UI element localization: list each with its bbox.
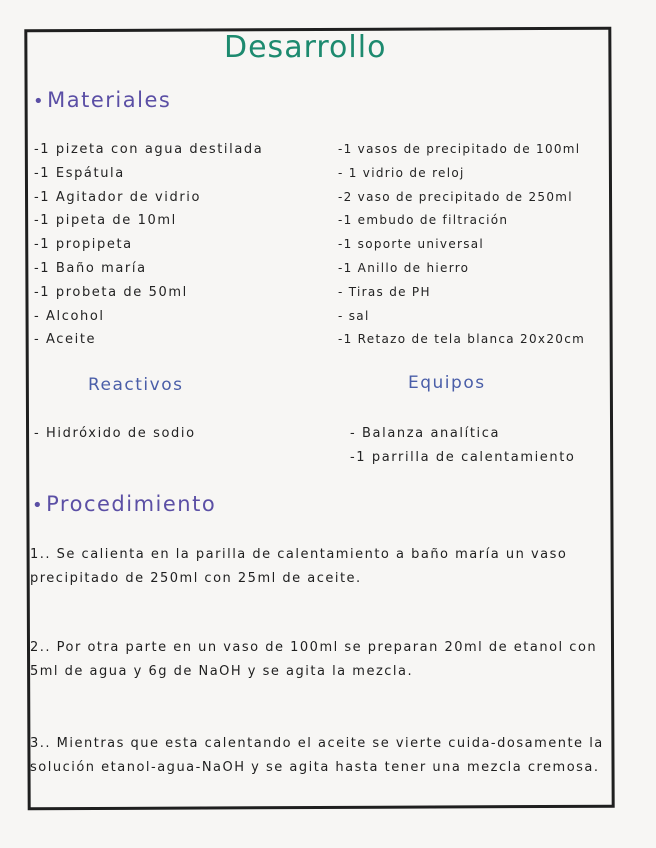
material-item: -1 pizeta con agua destilada (34, 142, 264, 157)
reactivos-heading: Reactivos (88, 375, 184, 395)
procedimiento-heading-text: Procedimiento (46, 492, 217, 516)
material-item: -1 Espátula (34, 165, 125, 181)
material-item: - Aceite (34, 332, 97, 348)
material-item: - Alcohol (34, 308, 105, 324)
materiales-heading-text: Materiales (47, 88, 172, 112)
material-item: -1 Anillo de hierro (338, 260, 470, 275)
procedure-step-1: 1.. Se calienta en la parilla de calentamiento a baño maría un vaso precipitado de 250ml con 25ml de aceite. (30, 547, 568, 586)
equipos-heading: Equipos (408, 373, 486, 393)
materiales-left-list (34, 142, 263, 356)
reactivos-list (34, 426, 196, 450)
equipo-item: - Balanza analítica (350, 426, 501, 441)
materiales-right-list (338, 142, 585, 356)
material-item: -1 soporte universal (338, 237, 485, 252)
equipo-item: -1 parrilla de calentamiento (350, 449, 576, 465)
material-item: -1 Baño maría (34, 260, 147, 276)
procedure-step-3: 3.. Mientras que esta calentando el aceite se vierte cuida-dosamente la solución etanol-agua-NaOH y se agita hasta tener una mezcla cremosa. (30, 736, 604, 775)
materiales-heading (33, 88, 171, 112)
material-item: -1 probeta de 50ml (34, 284, 188, 300)
material-item: -1 embudo de filtración (338, 213, 509, 228)
material-item: -1 vasos de precipitado de 100ml (338, 142, 581, 156)
material-item: -1 Retazo de tela blanca 20x20cm (338, 332, 586, 347)
material-item: - Tiras de PH (338, 284, 431, 299)
bullet-icon: • (33, 91, 46, 112)
equipos-list (350, 426, 575, 474)
material-item: -1 pipeta de 10ml (34, 213, 177, 229)
procedure-step-2: 2.. Por otra parte en un vaso de 100ml se preparan 20ml de etanol con 5ml de agua y 6g de NaOH y se agita la mezcla. (30, 640, 598, 679)
material-item: -2 vaso de precipitado de 250ml (338, 189, 573, 204)
procedimiento-heading (32, 492, 216, 516)
material-item: -1 propipeta (34, 237, 133, 253)
material-item: -1 Agitador de vidrio (34, 189, 202, 205)
material-item: - sal (338, 308, 370, 323)
reactivo-item: - Hidróxido de sodio (34, 426, 196, 441)
page-title: Desarrollo (224, 30, 387, 65)
bullet-icon: • (32, 495, 45, 516)
material-item: - 1 vidrio de reloj (338, 165, 465, 180)
